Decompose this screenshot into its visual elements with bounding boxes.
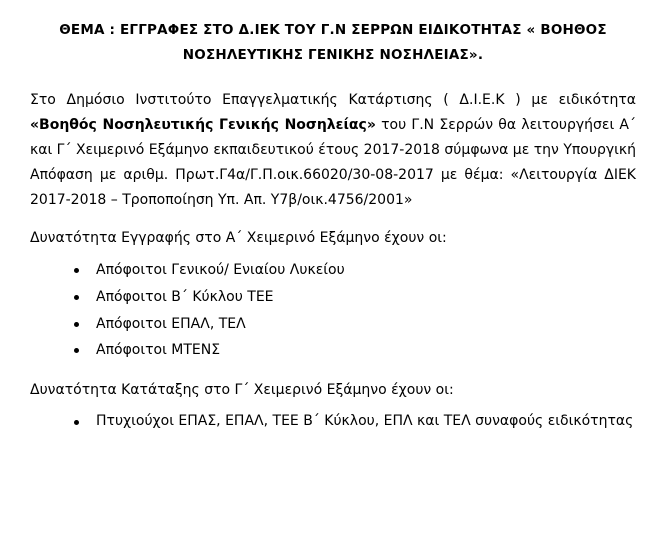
list-item: Απόφοιτοι ΜΤΕΝΣ	[30, 337, 636, 364]
list-item: Απόφοιτοι ΕΠΑΛ, ΤΕΛ	[30, 311, 636, 338]
document-title	[36, 18, 630, 68]
section-a-lead: Δυνατότητα Εγγραφής στο Α΄ Χειμερινό Εξάμηνο έχουν οι:	[30, 230, 447, 247]
intro-specialty-bold: «Βοηθός Νοσηλευτικής Γενικής Νοσηλείας»	[30, 116, 376, 133]
section-c-lead: Δυνατότητα Κατάταξης στο Γ΄ Χειμερινό Εξάμηνο έχουν οι:	[30, 381, 454, 398]
document-title-line-2: ΝΟΣΗΛΕΥΤΙΚΗΣ ΓΕΝΙΚΗΣ ΝΟΣΗΛΕΙΑΣ».	[182, 46, 484, 63]
list-item: Απόφοιτοι Β΄ Κύκλου ΤΕΕ	[30, 284, 636, 311]
section-a-list	[30, 257, 636, 363]
document-title-line-1: ΘΕΜΑ : ΕΓΓΡΑΦΕΣ ΣΤΟ Δ.ΙΕΚ ΤΟΥ Γ.Ν ΣΕΡΡΩΝ ΕΙΔΙΚΟΤΗΤΑΣ « ΒΟΗΘΟΣ	[59, 22, 607, 38]
intro-text-part-1: Στο Δημόσιο Ινστιτούτο Επαγγελματικής Κατάρτισης ( Δ.Ι.Ε.Κ ) με ειδικότητα	[30, 91, 636, 108]
section-c-list	[30, 409, 636, 434]
list-item: Απόφοιτοι Γενικού/ Ενιαίου Λυκείου	[30, 257, 636, 284]
document-body	[30, 88, 636, 433]
list-item: Πτυχιούχοι ΕΠΑΣ, ΕΠΑΛ, ΤΕΕ Β΄ Κύκλου, ΕΠΛ και ΤΕΛ συναφούς ειδικότητας	[30, 409, 636, 434]
intro-text-part-2: του Γ.Ν Σερρών θα λειτουργήσει Α΄ και Γ΄ Χειμερινό Εξάμηνο εκπαιδευτικού έτους 2017-2018 σύμφωνα με την Υπουργική Απόφαση με αριθμ. Πρωτ.Γ4α/Γ.Π.οικ.66020/30-08-2017 με θέμα: «Λειτουργία ΔΙΕΚ 2017-2018 – Τροποποίηση Υπ. Απ. Υ7β/οικ.4756/2001»	[30, 116, 637, 208]
spacer-after-intro	[30, 212, 636, 226]
intro-paragraph	[30, 88, 636, 213]
spacer-after-section-a	[30, 364, 636, 378]
